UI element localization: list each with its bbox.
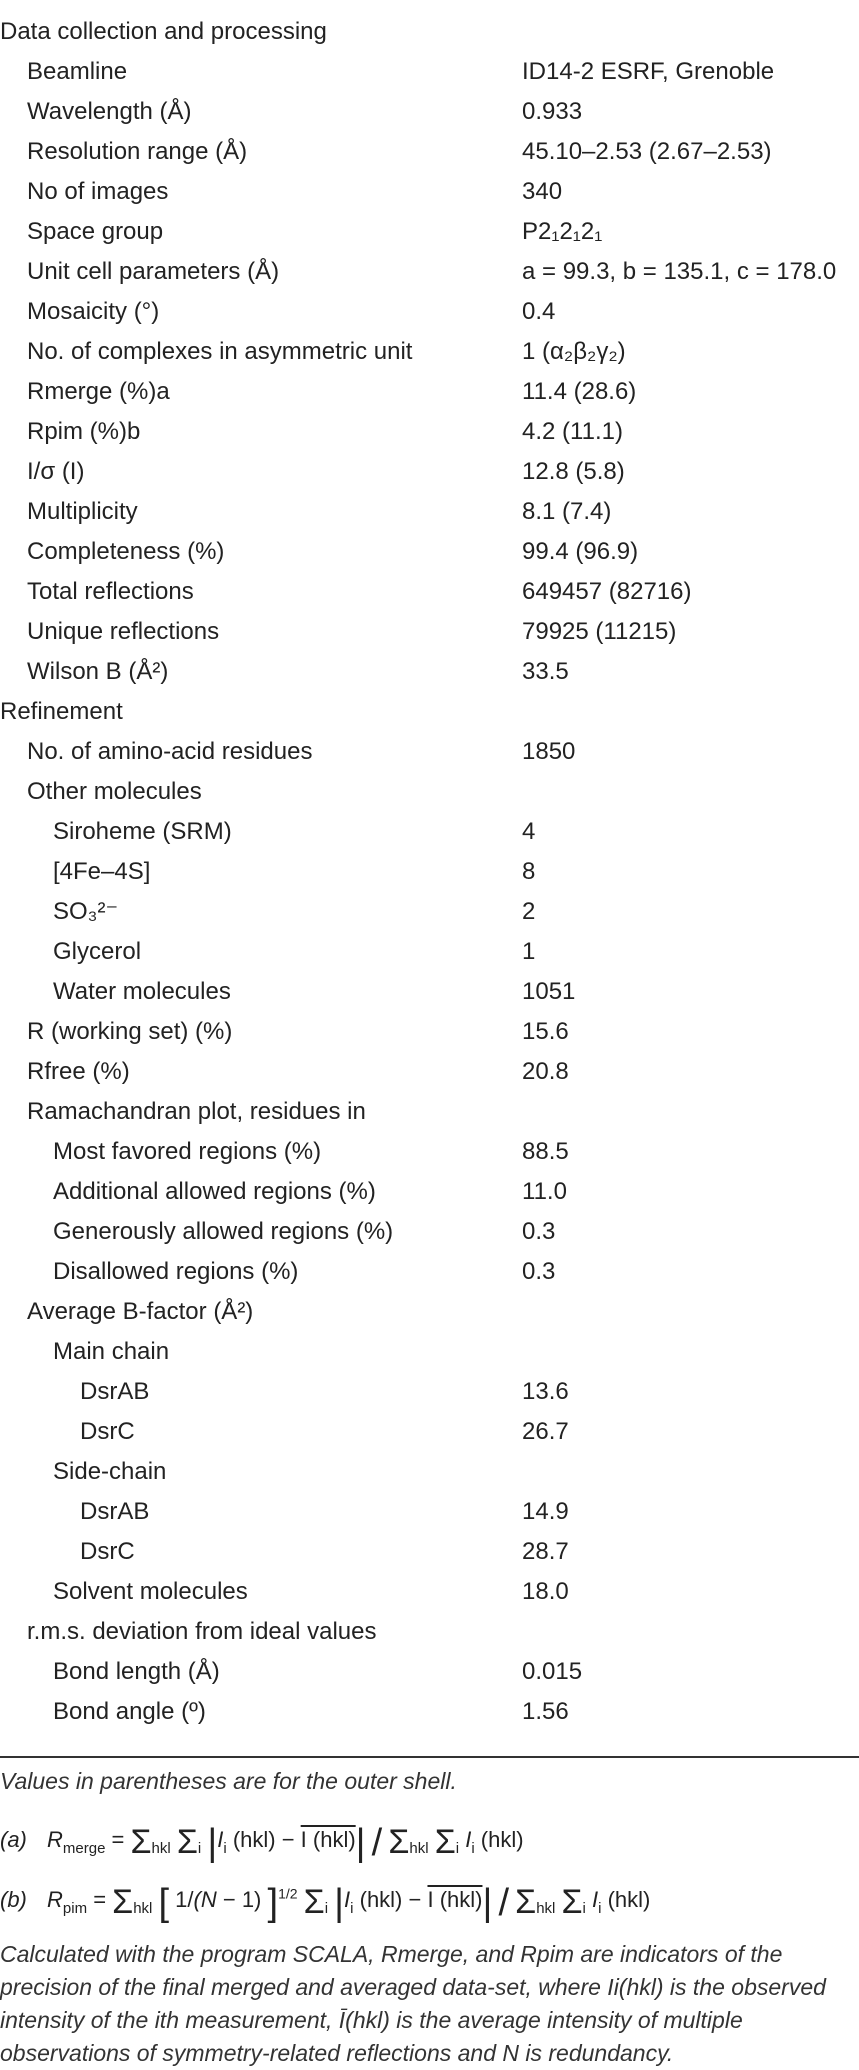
row-label: DsrAB [80, 1498, 150, 1525]
row-label: No. of amino-acid residues [27, 738, 313, 765]
table-row [0, 1652, 859, 1692]
row-value: 1.56 [522, 1698, 569, 1725]
table-row [0, 1532, 859, 1572]
table-row [0, 612, 859, 652]
row-label: Space group [27, 218, 164, 245]
table-row [0, 932, 859, 972]
row-value: 4 [522, 818, 536, 845]
row-label: Rpim (%)b [27, 418, 141, 445]
table-row [0, 972, 859, 1012]
row-value [522, 1332, 859, 1372]
table-row [0, 1612, 859, 1652]
row-value: 11.0 [522, 1178, 567, 1205]
row-value: 20.8 [522, 1058, 569, 1085]
table-row [0, 1492, 859, 1532]
row-label: Rfree (%) [27, 1058, 130, 1085]
table-row [0, 212, 859, 252]
table-row [0, 1252, 859, 1292]
row-label: Mosaicity (°) [27, 298, 160, 325]
row-value [522, 772, 859, 812]
row-label: Solvent molecules [53, 1578, 248, 1605]
formula-rpim: (b) $R_{pim} = \Sigma_{hkl}$ [ 1/(N − 1) ]$^{1/2}$ $\Sigma_i$ $|I_i$ (hkl) − I $(hkl)| / \Sigma_{hkl}$ $\Sigma_i$ $I_i$ (hkl) [0, 1882, 651, 1924]
row-value [522, 1612, 859, 1652]
row-value: 45.10–2.53 (2.67–2.53) [522, 138, 772, 165]
table-row [0, 812, 859, 852]
row-value: 14.9 [522, 1498, 569, 1525]
row-value: 1 [522, 938, 536, 965]
row-value: 26.7 [522, 1418, 569, 1445]
row-value: 0.3 [522, 1218, 556, 1245]
table-row [0, 1052, 859, 1092]
table-row [0, 1092, 859, 1132]
table-row [0, 1012, 859, 1052]
row-label: DsrC [80, 1418, 135, 1445]
row-value: 4.2 (11.1) [522, 418, 623, 445]
table-row [0, 172, 859, 212]
row-label: r.m.s. deviation from ideal values [27, 1618, 377, 1645]
table-row [0, 332, 859, 372]
row-value: 99.4 (96.9) [522, 538, 639, 565]
table-row [0, 892, 859, 932]
row-value: 1051 [522, 978, 576, 1005]
table-bottom-rule [0, 1756, 859, 1758]
row-value: 2 [522, 898, 536, 925]
table-row [0, 52, 859, 92]
row-value [522, 1092, 859, 1132]
row-label: Bond length (Å) [53, 1658, 220, 1685]
row-value: 79925 (11215) [522, 618, 677, 645]
table-row [0, 1692, 859, 1732]
row-value [522, 1452, 859, 1492]
section-header-row [0, 12, 859, 52]
row-label: I/σ (I) [27, 458, 85, 485]
footnote-text: Calculated with the program SCALA, Rmerge, and Rpim are indicators of the precision of the final merged and averaged data-set, where Ii(hkl) is the observed intensity of the ith measurement, Ī(hkl) is the average intensity of multiple observations of symmetry-related reflections and N is redundancy. [0, 1941, 826, 2066]
table-row [0, 412, 859, 452]
table-row [0, 1452, 859, 1492]
row-value: 12.8 (5.8) [522, 458, 625, 485]
row-value: a = 99.3, b = 135.1, c = 178.0 [522, 258, 837, 285]
row-value: 8 [522, 858, 536, 885]
row-label: DsrAB [80, 1378, 150, 1405]
row-label: DsrC [80, 1538, 135, 1565]
row-value: 8.1 (7.4) [522, 498, 612, 525]
table-row [0, 1292, 859, 1332]
row-value: 340 [522, 178, 563, 205]
row-label: Water molecules [53, 978, 231, 1005]
row-value: 18.0 [522, 1578, 569, 1605]
table-row [0, 1572, 859, 1612]
row-value: ID14-2 ESRF, Grenoble [522, 58, 775, 85]
row-label: Side-chain [53, 1458, 167, 1485]
row-value: 1850 [522, 738, 576, 765]
row-value [522, 1292, 859, 1332]
row-value: 649457 (82716) [522, 578, 692, 605]
data-table [0, 12, 859, 1732]
table-row [0, 492, 859, 532]
row-value: 15.6 [522, 1018, 569, 1045]
table-row [0, 1332, 859, 1372]
row-label: Beamline [27, 58, 128, 85]
row-value: P2₁2₁2₁ [522, 218, 603, 245]
row-label: Bond angle (º) [53, 1698, 206, 1725]
table-row [0, 452, 859, 492]
table-row [0, 732, 859, 772]
row-label: Rmerge (%)a [27, 378, 170, 405]
row-label: Other molecules [27, 778, 202, 805]
row-label: [4Fe–4S] [53, 858, 151, 885]
row-label: Data collection and processing [0, 18, 327, 45]
row-value [522, 12, 859, 52]
row-label: Additional allowed regions (%) [53, 1178, 376, 1205]
row-value: 0.3 [522, 1258, 556, 1285]
table-row [0, 652, 859, 692]
table-row [0, 1132, 859, 1172]
row-label: Glycerol [53, 938, 142, 965]
row-value: 28.7 [522, 1538, 569, 1565]
row-label: Siroheme (SRM) [53, 818, 232, 845]
row-value [522, 692, 859, 732]
row-label: Disallowed regions (%) [53, 1258, 299, 1285]
row-label: Average B-factor (Å²) [27, 1298, 254, 1325]
formula-a-tag: (a) [0, 1827, 27, 1852]
row-label: Resolution range (Å) [27, 138, 248, 165]
row-label: No. of complexes in asymmetric unit [27, 338, 413, 365]
table-row [0, 372, 859, 412]
outer-shell-note: Values in parentheses are for the outer shell. [0, 1768, 457, 1794]
row-label: Total reflections [27, 578, 194, 605]
row-value: 0.015 [522, 1658, 583, 1685]
row-label: R (working set) (%) [27, 1018, 233, 1045]
table-row [0, 772, 859, 812]
table-row [0, 1412, 859, 1452]
row-label: Generously allowed regions (%) [53, 1218, 394, 1245]
table-row [0, 852, 859, 892]
row-value: 11.4 (28.6) [522, 378, 637, 405]
table-row [0, 532, 859, 572]
table-row [0, 132, 859, 172]
table-row [0, 292, 859, 332]
row-label: Refinement [0, 698, 123, 725]
row-label: Main chain [53, 1338, 170, 1365]
row-label: Ramachandran plot, residues in [27, 1098, 366, 1125]
formula-rmerge: (a) $R_{merge} = \Sigma_{hkl}$ $\Sigma_i$ $|I_i$ (hkl) − I $(hkl)| / \Sigma_{hkl}$ $\Sigma_i$ $I_i$ (hkl) [0, 1822, 524, 1864]
row-value: 33.5 [522, 658, 569, 685]
row-value: 0.4 [522, 298, 556, 325]
row-label: Multiplicity [27, 498, 138, 525]
row-label: No of images [27, 178, 169, 205]
row-value: 88.5 [522, 1138, 569, 1165]
row-label: Completeness (%) [27, 538, 225, 565]
row-value: 0.933 [522, 98, 583, 125]
table-row [0, 1372, 859, 1412]
row-label: Wilson B (Å²) [27, 658, 169, 685]
row-value: 1 (α₂β₂γ₂) [522, 338, 626, 365]
row-label: Most favored regions (%) [53, 1138, 322, 1165]
section-header-row [0, 692, 859, 732]
row-label: Unit cell parameters (Å) [27, 258, 280, 285]
table-row [0, 572, 859, 612]
table-row [0, 252, 859, 292]
table-row [0, 1172, 859, 1212]
formula-b-tag: (b) [0, 1887, 27, 1912]
row-label: SO₃²⁻ [53, 898, 119, 925]
row-label: Unique reflections [27, 618, 220, 645]
row-value: 13.6 [522, 1378, 569, 1405]
table-row [0, 92, 859, 132]
row-label: Wavelength (Å) [27, 98, 192, 125]
table-row [0, 1212, 859, 1252]
